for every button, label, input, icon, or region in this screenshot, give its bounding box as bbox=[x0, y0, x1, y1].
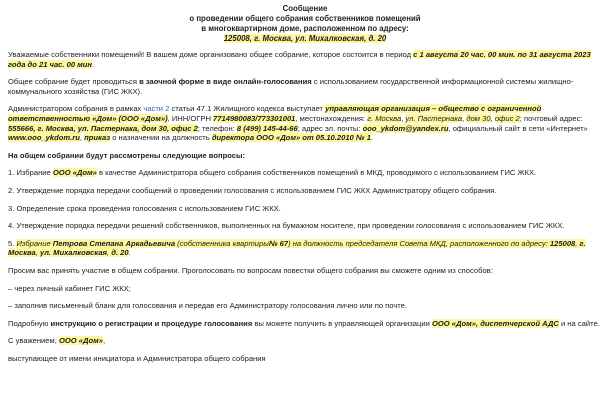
participation-paragraph: Просим вас принять участие в общем собрании. Проголосовать по вопросам повестки общего собрания вы сможете одним из способов: bbox=[8, 265, 493, 275]
admin-text-14: . bbox=[370, 133, 374, 143]
email-address[interactable]: ooo_ykdom@yandex.ru bbox=[362, 123, 449, 133]
form-text: Общее собрание будет проводиться bbox=[8, 77, 140, 87]
instruction-paragraph bbox=[8, 319, 602, 329]
header-title: Сообщение bbox=[282, 4, 328, 13]
question-item-3: 3. Определение срока проведения голосования с использованием ГИС ЖКХ. bbox=[8, 203, 281, 213]
greeting-paragraph bbox=[8, 50, 602, 69]
apartment-number: № 67 bbox=[268, 238, 289, 248]
location-house: дом 30 bbox=[466, 113, 491, 123]
q5-number: 5. bbox=[8, 238, 17, 248]
admin-text-2: статьи 47.1 Жилищного кодекса выступает bbox=[169, 104, 326, 114]
header-address bbox=[8, 34, 602, 44]
question-item-2: 2. Утверждение порядка передачи сообщений о проведении голосования с использованием ГИС ЖКХ Администратору общего собрания. bbox=[8, 185, 497, 195]
meeting-period: с 1 августа 20 час. 00 мин. по 31 августа 2023 года до 21 час. 00 мин bbox=[8, 50, 591, 69]
admin-text-4: , местонахождения: bbox=[295, 113, 368, 123]
method-paper: – заполнив письменный бланк для голосования и передав его Администратору голосования лично или по почте. bbox=[8, 301, 408, 311]
signature-text: С уважением, bbox=[8, 336, 59, 346]
q5-street: ул. Михалковская bbox=[39, 248, 108, 258]
admin-text-11: , официальный сайт в сети «Интернет» bbox=[448, 123, 588, 133]
form-paragraph bbox=[8, 77, 602, 96]
header-address-text: 125008, г. Москва, ул. Михалковская, д. 20 bbox=[223, 34, 387, 43]
questions-title-text: На общем собрании будут рассмотрены следующие вопросы: bbox=[8, 150, 245, 160]
admin-text-8: ; почтовый адрес: bbox=[519, 113, 583, 123]
signature-end: , bbox=[103, 336, 106, 346]
admin-text-3: , ИНН/ОГРН bbox=[167, 113, 214, 123]
chairman-name: Петрова Степана Аркадьевича bbox=[52, 238, 176, 248]
location-city: г. Москва bbox=[367, 113, 402, 123]
question-item-4: 4. Утверждение порядка передачи решений собственников, выполненных на бумажном носителе, при проведении голосования с использованием ГИС ЖКХ. bbox=[8, 221, 565, 231]
admin-text-9: ; телефон: bbox=[197, 123, 237, 133]
q5-text-2: (собственника квартиры bbox=[175, 238, 269, 248]
q1-organization: ООО «Дом» bbox=[52, 168, 97, 178]
header-subject: о проведении общего собрания собственников помещений bbox=[189, 14, 421, 23]
admin-text-6: , bbox=[462, 113, 467, 123]
instr-text-3: и на сайте. bbox=[558, 318, 600, 328]
q5-sep-1: , bbox=[575, 238, 580, 248]
location-street: ул. Пастернака bbox=[405, 113, 463, 123]
admin-text-13: о назначении на должность bbox=[110, 133, 212, 143]
document-header bbox=[8, 4, 602, 44]
q5-house: д. 20 bbox=[111, 248, 129, 258]
q5-sep-2: , bbox=[35, 248, 40, 258]
organization-name: управляющая организация – общество с ограниченной ответственностью «Дом» (ООО «Дом») bbox=[8, 104, 542, 123]
phone-number: 8 (499) 145-44-66 bbox=[236, 123, 298, 133]
admin-text-12: , bbox=[79, 133, 85, 143]
location-office: офис 2 bbox=[494, 113, 520, 123]
q1-text-2: в качестве Администратора общего собрания собственников помещений в МКД, проводимого с использованием ГИС ЖКХ. bbox=[96, 168, 537, 178]
form-type: в заочной форме в виде онлайн-голосования bbox=[139, 77, 312, 87]
signature-organization: ООО «Дом» bbox=[58, 336, 103, 346]
method-gis: – через личный кабинет ГИС ЖКХ; bbox=[8, 283, 131, 293]
director-order: директора ООО «Дом» от 05.10.2010 № 1 bbox=[211, 133, 371, 143]
instr-bold: инструкцию о регистрации и процедуре голосования bbox=[50, 318, 253, 328]
greeting-end: . bbox=[92, 59, 95, 69]
greeting-text: Уважаемые собственники помещений! В вашем доме организовано общее собрание, которое состоится в период bbox=[8, 50, 414, 59]
admin-text-5: , bbox=[401, 113, 406, 123]
form-system: с использованием государственной информационной системы жилищно-коммунального хозяйства (ГИС ЖКХ). bbox=[8, 77, 574, 96]
order-word: приказ bbox=[84, 133, 111, 143]
admin-text-10: ; адрес эл. почты: bbox=[297, 123, 363, 133]
question-item-1 bbox=[8, 168, 602, 178]
q5-text-3: ) на должность председателя Совета МКД, расположенного по адресу: bbox=[288, 238, 550, 248]
admin-text-7: , bbox=[490, 113, 495, 123]
q5-city: г. Москва bbox=[8, 238, 586, 258]
question-item-5 bbox=[8, 239, 602, 258]
admin-text-1: Администратором собрания в рамках bbox=[8, 104, 144, 114]
q5-text-1: Избрание bbox=[16, 238, 53, 248]
instr-text-2: вы можете получить в управляющей организации bbox=[252, 318, 432, 328]
q5-sep-3: , bbox=[107, 248, 112, 258]
instr-organization: ООО «Дом», диспетчерской АДС bbox=[431, 318, 559, 328]
law-part-link[interactable]: части 2 bbox=[143, 104, 170, 114]
signature-paragraph bbox=[8, 336, 602, 346]
q5-end: . bbox=[128, 248, 131, 258]
administrator-paragraph bbox=[8, 104, 602, 142]
q1-text-1: 1. Избрание bbox=[8, 168, 53, 178]
header-location-intro: в многоквартирном доме, расположенном по адресу: bbox=[201, 24, 409, 33]
notice-document bbox=[8, 4, 602, 371]
website-url[interactable]: www.ooo_ykdom.ru bbox=[8, 133, 80, 143]
inn-ogrn: 7714980083/773301001 bbox=[213, 113, 296, 123]
q5-postcode: 125008 bbox=[549, 238, 576, 248]
questions-title bbox=[8, 151, 602, 161]
postal-address: 555666, г. Москва, ул. Пастернака, дом 30, офис 2 bbox=[8, 123, 198, 133]
instr-text-1: Подробную bbox=[8, 318, 51, 328]
signature-role: выступающее от имени инициатора и Администратора общего собрания bbox=[8, 353, 266, 363]
